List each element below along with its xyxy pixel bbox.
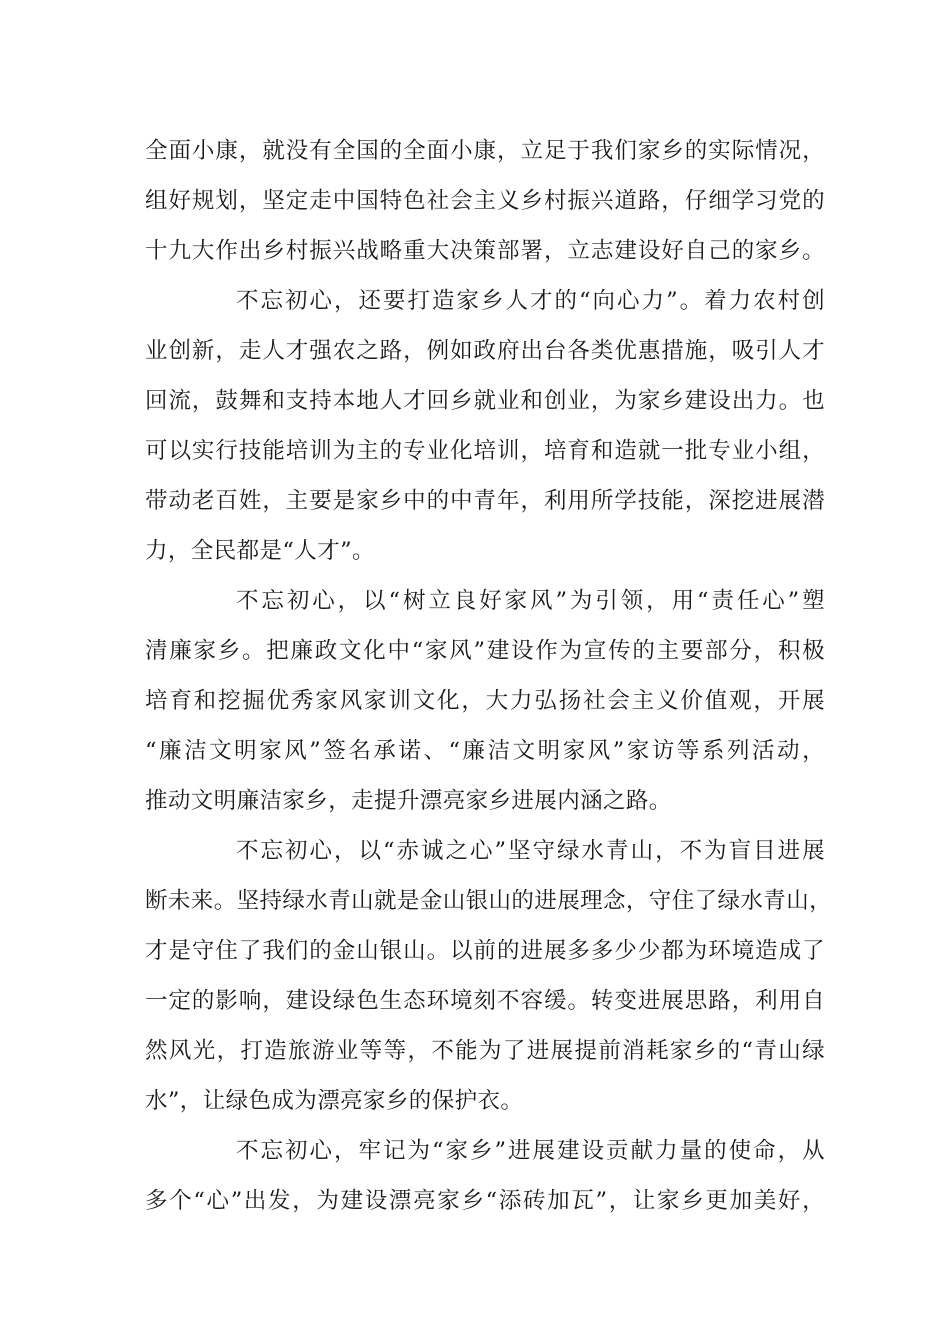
text-line: 然风光，打造旅游业等等，不能为了进展提前消耗家乡的“青山绿 — [145, 1038, 825, 1064]
text-line: 多个“心”出发，为建设漂亮家乡“添砖加瓦”，让家乡更加美好， — [145, 1188, 825, 1214]
paragraph-first-line: 不忘初心，以“树立良好家风”为引领，用“责任心”塑 — [236, 588, 825, 614]
paragraph-first-line: 不忘初心，以“赤诚之心”坚守绿水青山，不为盲目进展 — [236, 838, 825, 864]
text-line: 才是守住了我们的金山银山。以前的进展多多少少都为环境造成了 — [145, 938, 825, 964]
text-line: 力，全民都是“人才”。 — [145, 538, 375, 564]
text-line: 推动文明廉洁家乡，走提升漂亮家乡进展内涵之路。 — [145, 788, 672, 814]
text-line: 回流，鼓舞和支持本地人才回乡就业和创业，为家乡建设出力。也 — [145, 388, 825, 414]
paragraph-first-line: 不忘初心，还要打造家乡人才的“向心力”。着力农村创 — [236, 288, 825, 314]
text-line: 组好规划，坚定走中国特色社会主义乡村振兴道路，仔细学习党的 — [145, 188, 825, 214]
text-line: 业创新，走人才强农之路，例如政府出台各类优惠措施，吸引人才 — [145, 338, 825, 364]
text-line: 带动老百姓，主要是家乡中的中青年，利用所学技能，深挖进展潜 — [145, 488, 825, 514]
text-line: “廉洁文明家风”签名承诺、“廉洁文明家风”家访等系列活动， — [145, 738, 825, 764]
text-line: 一定的影响，建设绿色生态环境刻不容缓。转变进展思路，利用自 — [145, 988, 825, 1014]
text-line: 可以实行技能培训为主的专业化培训，培育和造就一批专业小组， — [145, 438, 825, 464]
text-line: 清廉家乡。把廉政文化中“家风”建设作为宣传的主要部分，积极 — [145, 638, 825, 664]
paragraph-first-line: 不忘初心，牢记为“家乡”进展建设贡献力量的使命，从 — [236, 1138, 825, 1164]
text-line: 全面小康，就没有全国的全面小康，立足于我们家乡的实际情况， — [145, 138, 825, 164]
text-line: 十九大作出乡村振兴战略重大决策部署，立志建设好自己的家乡。 — [145, 238, 825, 264]
text-line: 断未来。坚持绿水青山就是金山银山的进展理念，守住了绿水青山， — [145, 888, 833, 914]
text-line: 水”，让绿色成为漂亮家乡的保护衣。 — [145, 1088, 524, 1114]
text-line: 培育和挖掘优秀家风家训文化，大力弘扬社会主义价值观，开展 — [145, 688, 825, 714]
